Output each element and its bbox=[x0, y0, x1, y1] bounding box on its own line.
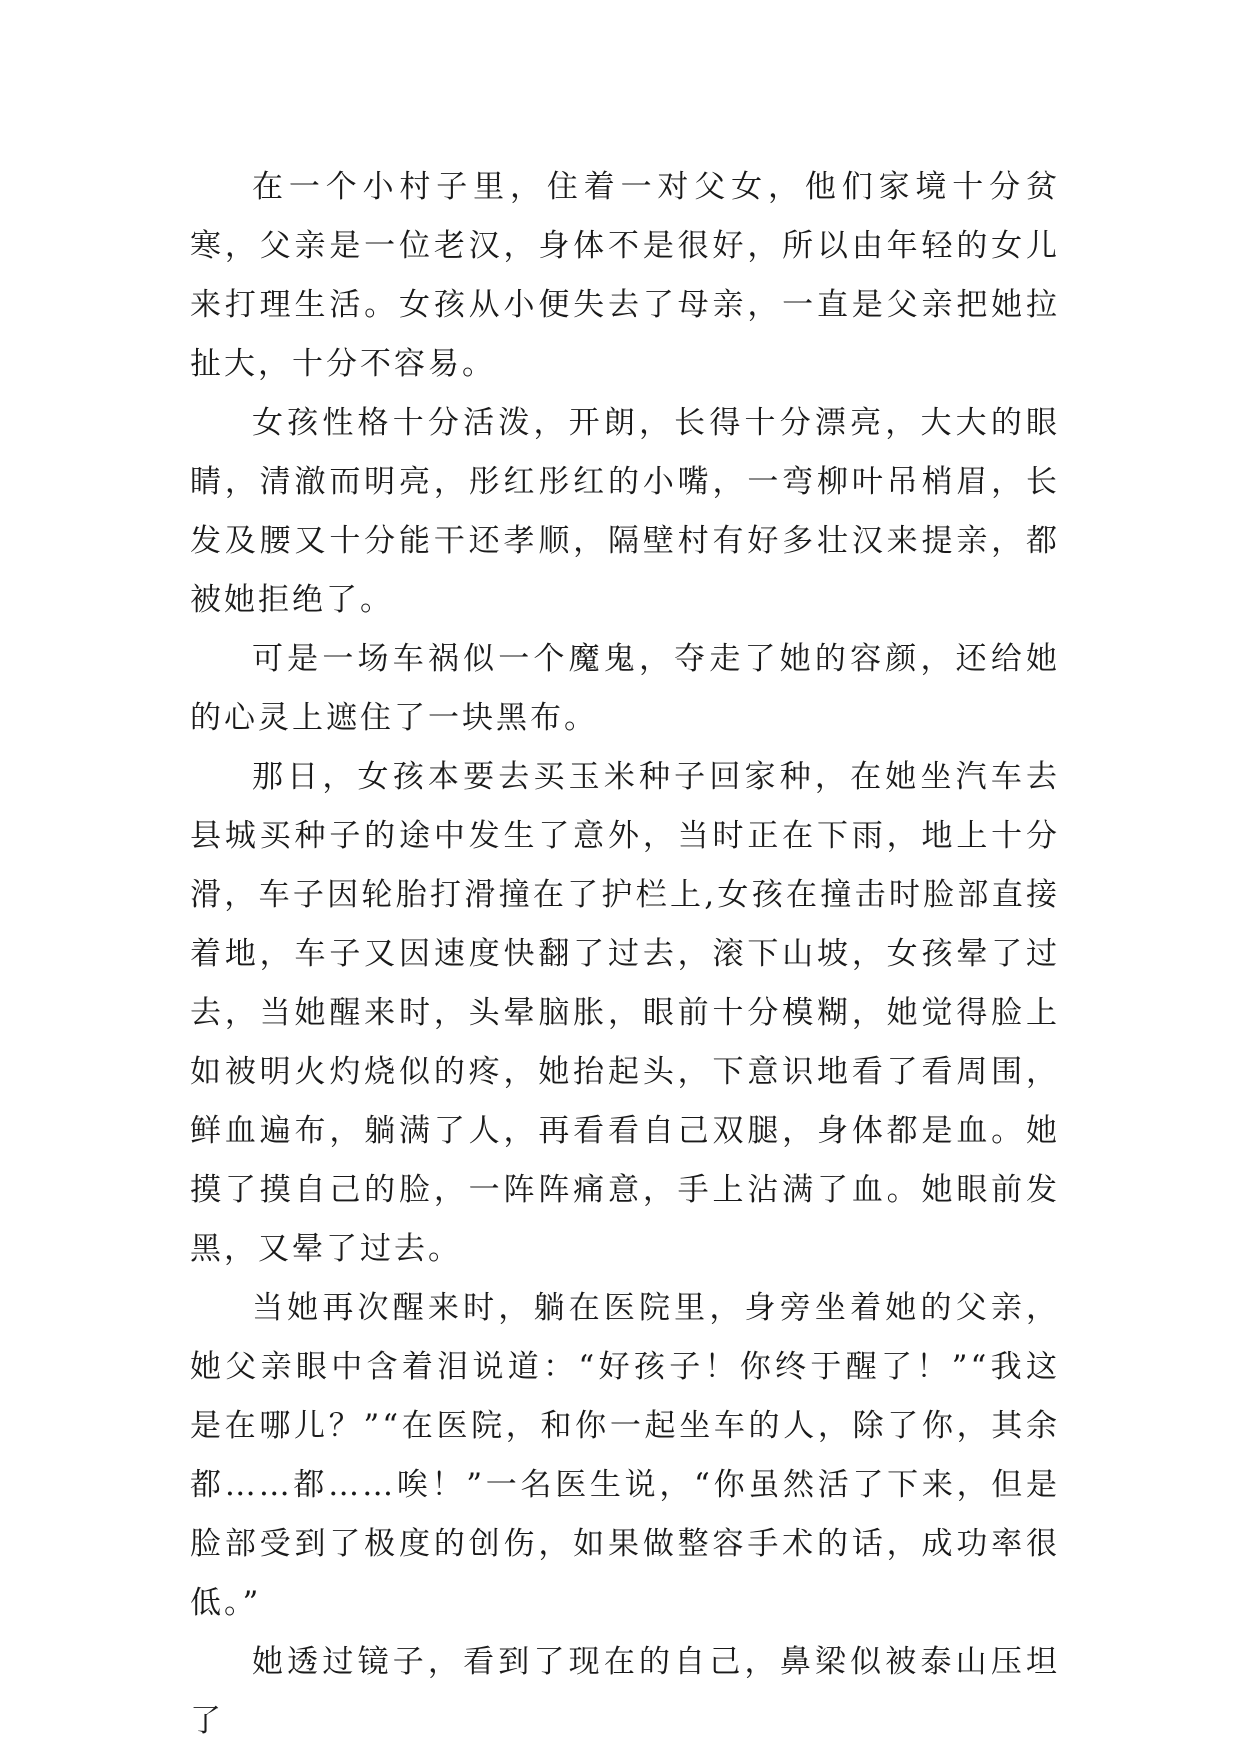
story-text bbox=[190, 158, 1060, 1751]
paragraph-4: 那日，女孩本要去买玉米种子回家种，在她坐汽车去县城买种子的途中发生了意外，当时正在下雨，地上十分滑，车子因轮胎打滑撞在了护栏上,女孩在撞击时脸部直接着地，车子又因速度快翻了过去，滚下山坡，女孩晕了过去，当她醒来时，头晕脑胀，眼前十分模糊，她觉得脸上如被明火灼烧似的疼，她抬起头，下意识地看了看周围，鲜血遍布，躺满了人，再看看自己双腿，身体都是血。她摸了摸自己的脸，一阵阵痛意，手上沾满了血。她眼前发黑，又晕了过去。 bbox=[190, 759, 1060, 1267]
paragraph-6: 她透过镜子，看到了现在的自己，鼻梁似被泰山压坦了 bbox=[190, 1644, 1060, 1739]
paragraph-5: 当她再次醒来时，躺在医院里，身旁坐着她的父亲，她父亲眼中含着泪说道：“好孩子！你终于醒了！”“我这是在哪儿？”“在医院，和你一起坐车的人，除了你，其余都……都……唉！”一名医生说，“你虽然活了下来，但是脸部受到了极度的创伤，如果做整容手术的话，成功率很低。” bbox=[190, 1290, 1060, 1621]
paragraph-1: 在一个小村子里，住着一对父女，他们家境十分贫寒，父亲是一位老汉，身体不是很好，所以由年轻的女儿来打理生活。女孩从小便失去了母亲，一直是父亲把她拉扯大，十分不容易。 bbox=[190, 169, 1060, 382]
paragraph-3: 可是一场车祸似一个魔鬼，夺走了她的容颜，还给她的心灵上遮住了一块黑布。 bbox=[190, 641, 1060, 736]
paragraph-2: 女孩性格十分活泼，开朗，长得十分漂亮，大大的眼睛，清澈而明亮，彤红彤红的小嘴，一弯柳叶吊梢眉，长发及腰又十分能干还孝顺，隔壁村有好多壮汉来提亲，都被她拒绝了。 bbox=[190, 405, 1060, 618]
